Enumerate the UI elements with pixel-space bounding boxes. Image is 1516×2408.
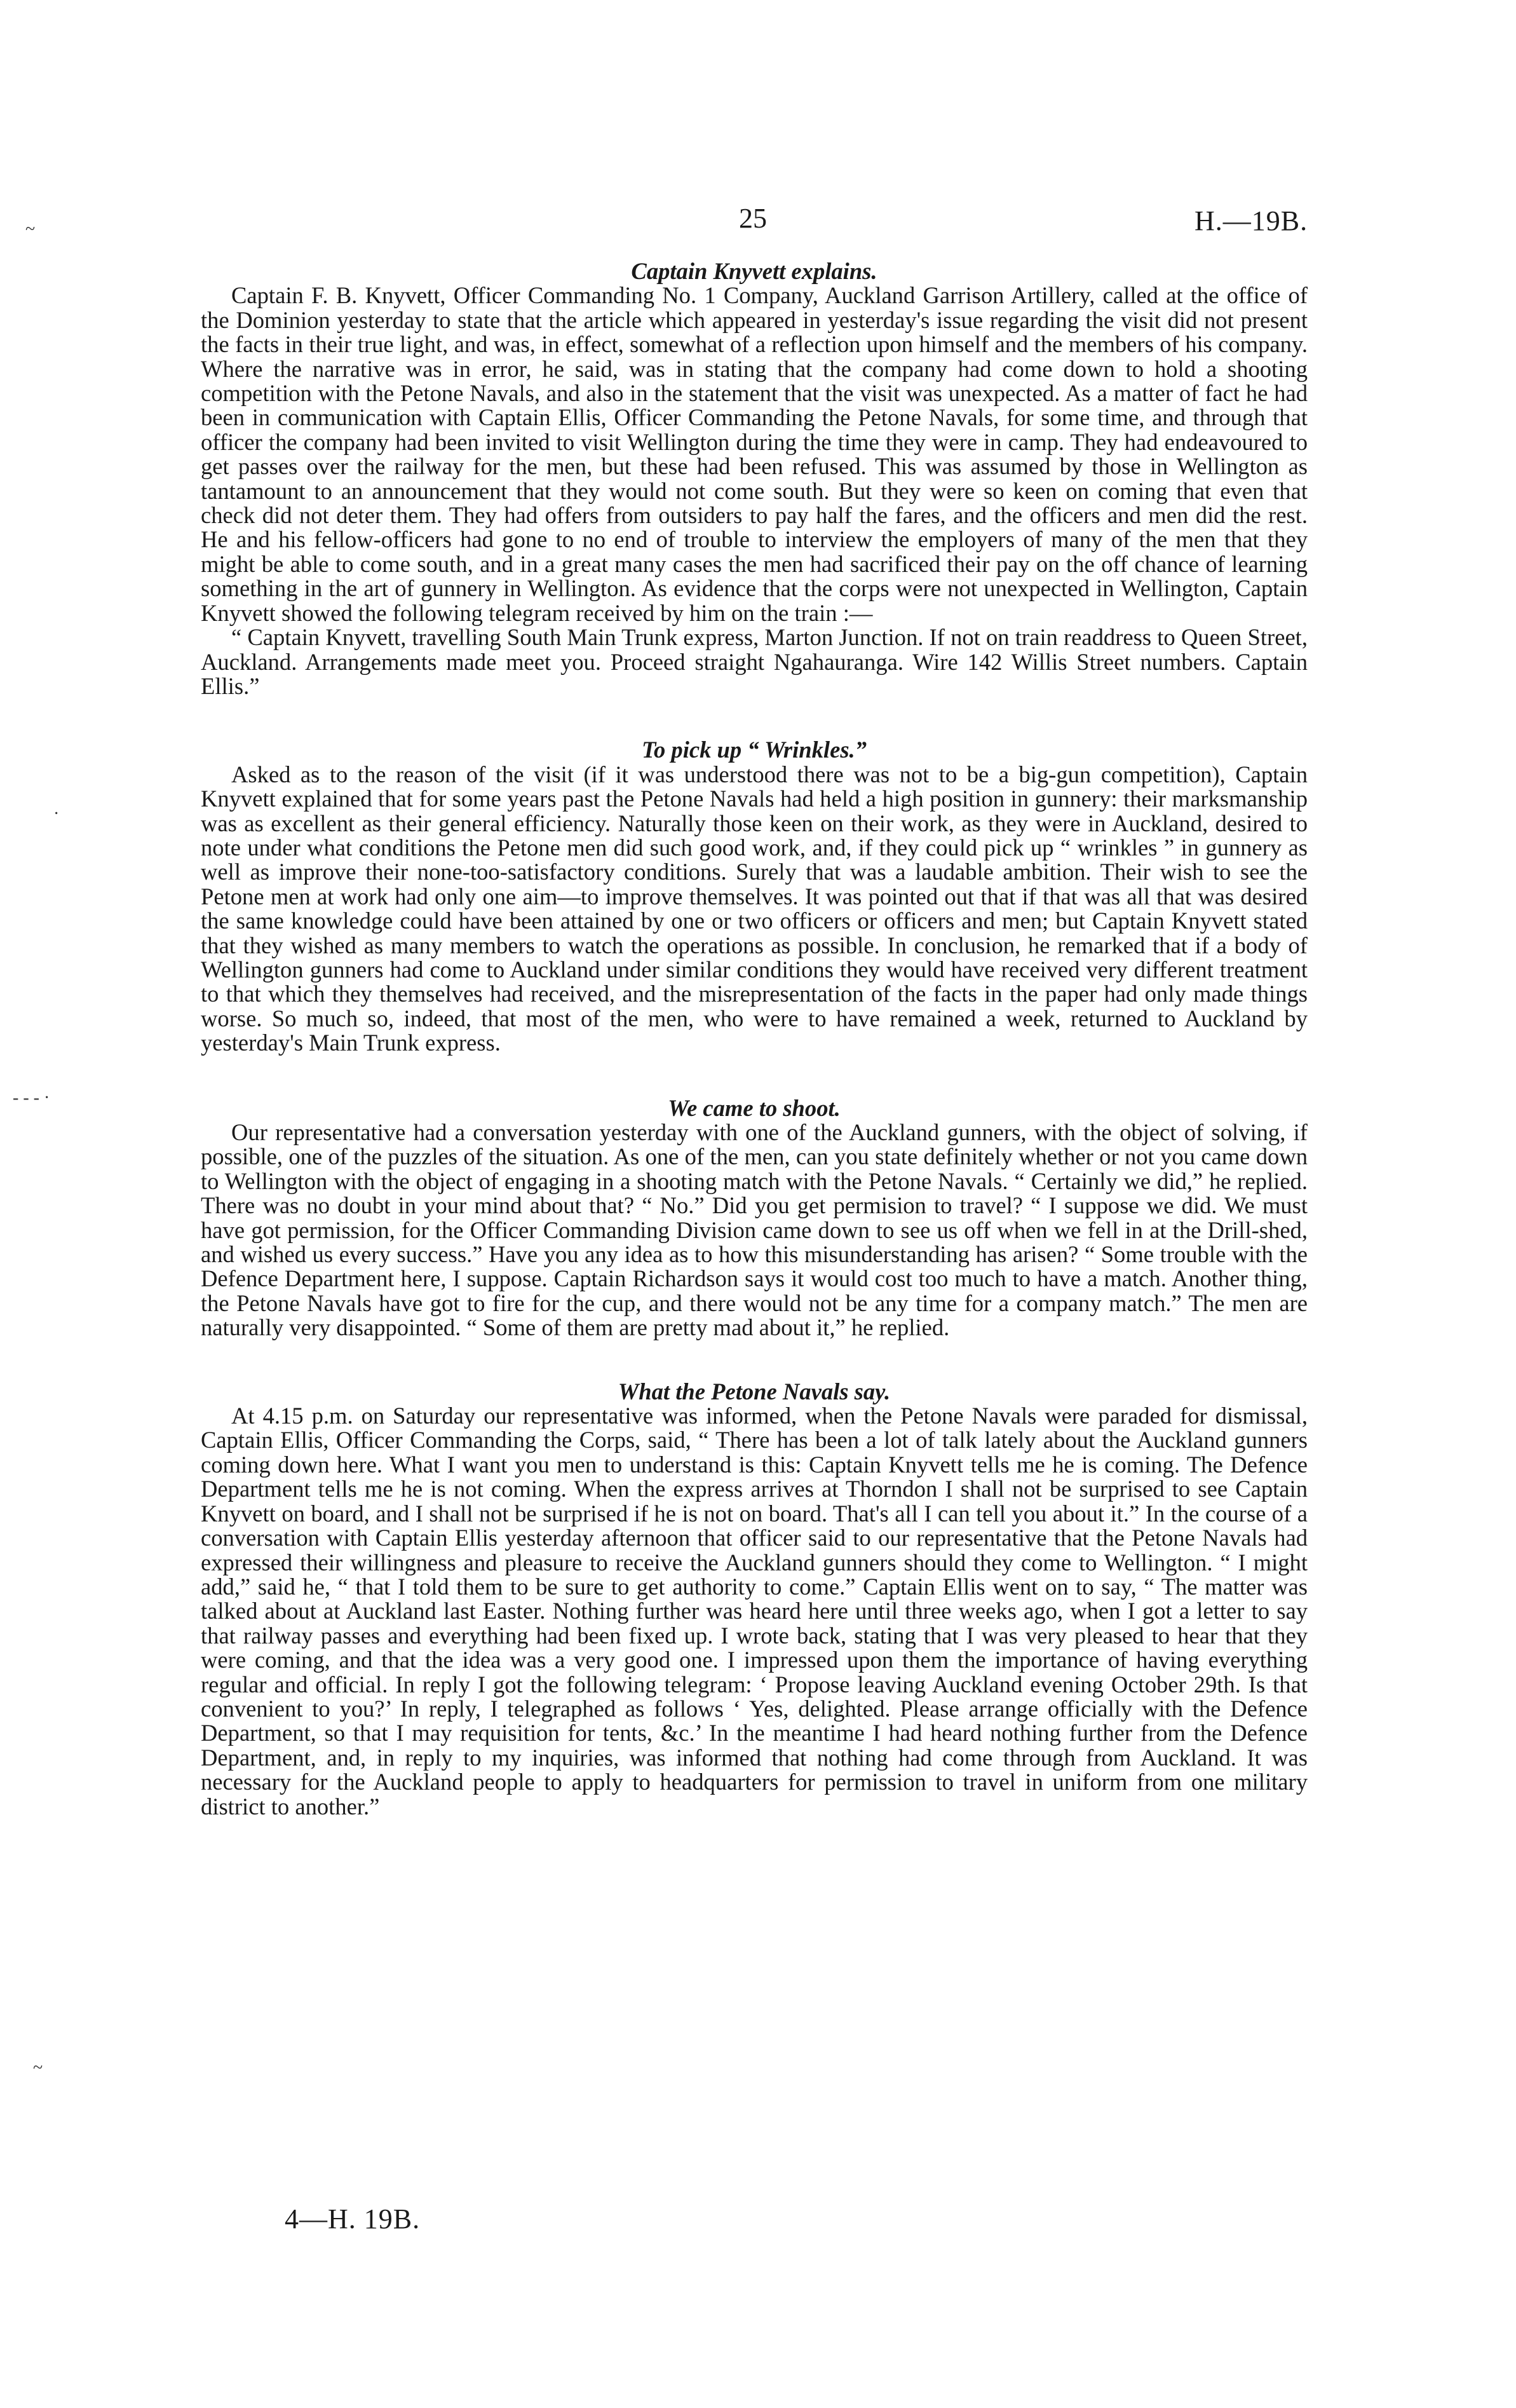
section-heading: Captain Knyvett explains. <box>631 258 877 284</box>
page-number: 25 <box>739 203 767 234</box>
article-body <box>201 259 1308 1819</box>
paragraph: Asked as to the reason of the visit (if it was understood there was not to be a big-gun competition), Captain Knyvett explained that for some years past the Petone Navals had held a high position in gunnery: their marksmanship was as excellent as their general efficiency. Naturally those keen on their work, as they were in Auckland, desired to note under what conditions the Petone men did such good work, and, if they could pick up “ wrinkles ” in gunnery as well as improve their none-too-satisfactory conditions. Surely that was a laudable ambition. Their wish to see the Petone men at work had only one aim—to improve themselves. It was pointed out that if that was all that was desired the same knowledge could have been attained by one or two officers or officers and men; but Captain Knyvett stated that they wished as many members to watch the operations as possible. In conclusion, he remarked that if a body of Wellington gunners had come to Auckland under similar conditions they would have received very different treatment to that which they themselves had received, and the misrepresentation of the facts in the paper had only made things worse. So much so, indeed, that most of the men, who were to have remained a week, returned to Auckland by yesterday's Main Trunk express. <box>201 761 1308 1056</box>
telegram-quote: “ Captain Knyvett, travelling South Main Trunk express, Marton Junction. If not on train readdress to Queen Street, Auckland. Arrangements made meet you. Proceed straight Ngahauranga. Wire 142 Willis Street numbers. Captain Ellis.” <box>201 624 1308 699</box>
margin-mark: ~ <box>25 219 36 239</box>
margin-mark: ~ <box>33 2058 43 2078</box>
section-heading: What the Petone Navals say. <box>618 1378 891 1405</box>
section-heading: We came to shoot. <box>668 1094 841 1121</box>
margin-mark: - - - · <box>13 1088 50 1108</box>
footer-signature-reference: 4—H. 19B. <box>285 2203 421 2235</box>
paragraph: Our representative had a conversation yesterday with one of the Auckland gunners, with the object of solving, if possible, one of the puzzles of the situation. As one of the men, can you state definitely whether or not you came down to Wellington with the object of engaging in a shooting match with the Petone Navals. “ Certainly we did,” he replied. There was no doubt in your mind about that? “ No.” Did you get permision to travel? “ I suppose we did. We must have got permission, for the Officer Commanding Division came down to see us off when we fell in at the Drill-shed, and wished us every success.” Have you any idea as to how this misunderstanding has arisen? “ Some trouble with the Defence Department here, I suppose. Captain Richardson says it would cost too much to have a match. Another thing, the Petone Navals have got to fire for the cup, and there would not be any time for a company match.” The men are naturally very disappointed. “ Some of them are pretty mad about it,” he replied. <box>201 1119 1308 1341</box>
document-reference: H.—19B. <box>1195 205 1308 236</box>
paragraph: At 4.15 p.m. on Saturday our representative was informed, when the Petone Navals were paraded for dismissal, Captain Ellis, Officer Commanding the Corps, said, “ There has been a lot of talk lately about the Auckland gunners coming down here. What I want you men to understand is this: Captain Knyvett tells me he is coming. The Defence Department tells me he is not coming. When the express arrives at Thorndon I shall not be surprised to see Captain Knyvett on board, and I shall not be surprised if he is not on board. That's all I can tell you about it.” In the course of a conversation with Captain Ellis yesterday afternoon that officer said to our representative that the Petone Navals had expressed their willingness and pleasure to receive the Auckland gunners should they come to Wellington. “ I might add,” said he, “ that I told them to be sure to get authority to come.” Captain Ellis went on to say, “ The matter was talked about at Auckland last Easter. Nothing further was heard here until three weeks ago, when I got a letter to say that railway passes and everything had been fixed up. I wrote back, stating that I was very pleased to hear that they were coming, and that the idea was a very good one. I impressed upon them the importance of having everything regular and official. In reply I got the following telegram: ‘ Propose leaving Auckland evening October 29th. Is that convenient to you?’ In reply, I telegraphed as follows ‘ Yes, delighted. Please arrange officially with the Defence Department, so that I may requisition for tents, &c.’ In the meantime I had heard nothing further from the Defence Department, and, in reply to my inquiries, was informed that nothing had come through from Auckland. It was necessary for the Auckland people to apply to headquarters for permission to travel in uniform from one military district to another.” <box>201 1403 1308 1820</box>
margin-mark: · <box>53 804 60 824</box>
section-heading: To pick up “ Wrinkles.” <box>642 737 867 763</box>
paragraph: Captain F. B. Knyvett, Officer Commanding No. 1 Company, Auckland Garrison Artillery, called at the office of the Dominion yesterday to state that the article which appeared in yesterday's issue regarding the visit did not present the facts in their true light, and was, in effect, somewhat of a reflection upon himself and the members of his company. Where the narrative was in error, he said, was in stating that the company had come down to hold a shooting competition with the Petone Navals, and also in the statement that the visit was unexpected. As a matter of fact he had been in communication with Captain Ellis, Officer Commanding the Petone Navals, for some time, and through that officer the company had been invited to visit Wellington during the time they were in camp. They had endeavoured to get passes over the railway for the men, but these had been refused. This was assumed by those in Wellington as tantamount to an announcement that they would not come south. But they were so keen on coming that even that check did not deter them. They had offers from outsiders to pay half the fares, and the officers and men did the rest. He and his fellow-officers had gone to no end of trouble to interview the employers of many of the men that they might be able to come south, and in a great many cases the men had sacrificed their pay on the off chance of learning something in the art of gunnery in Wellington. As evidence that the corps were not unexpected in Wellington, Captain Knyvett showed the following telegram received by him on the train :— <box>201 282 1308 626</box>
